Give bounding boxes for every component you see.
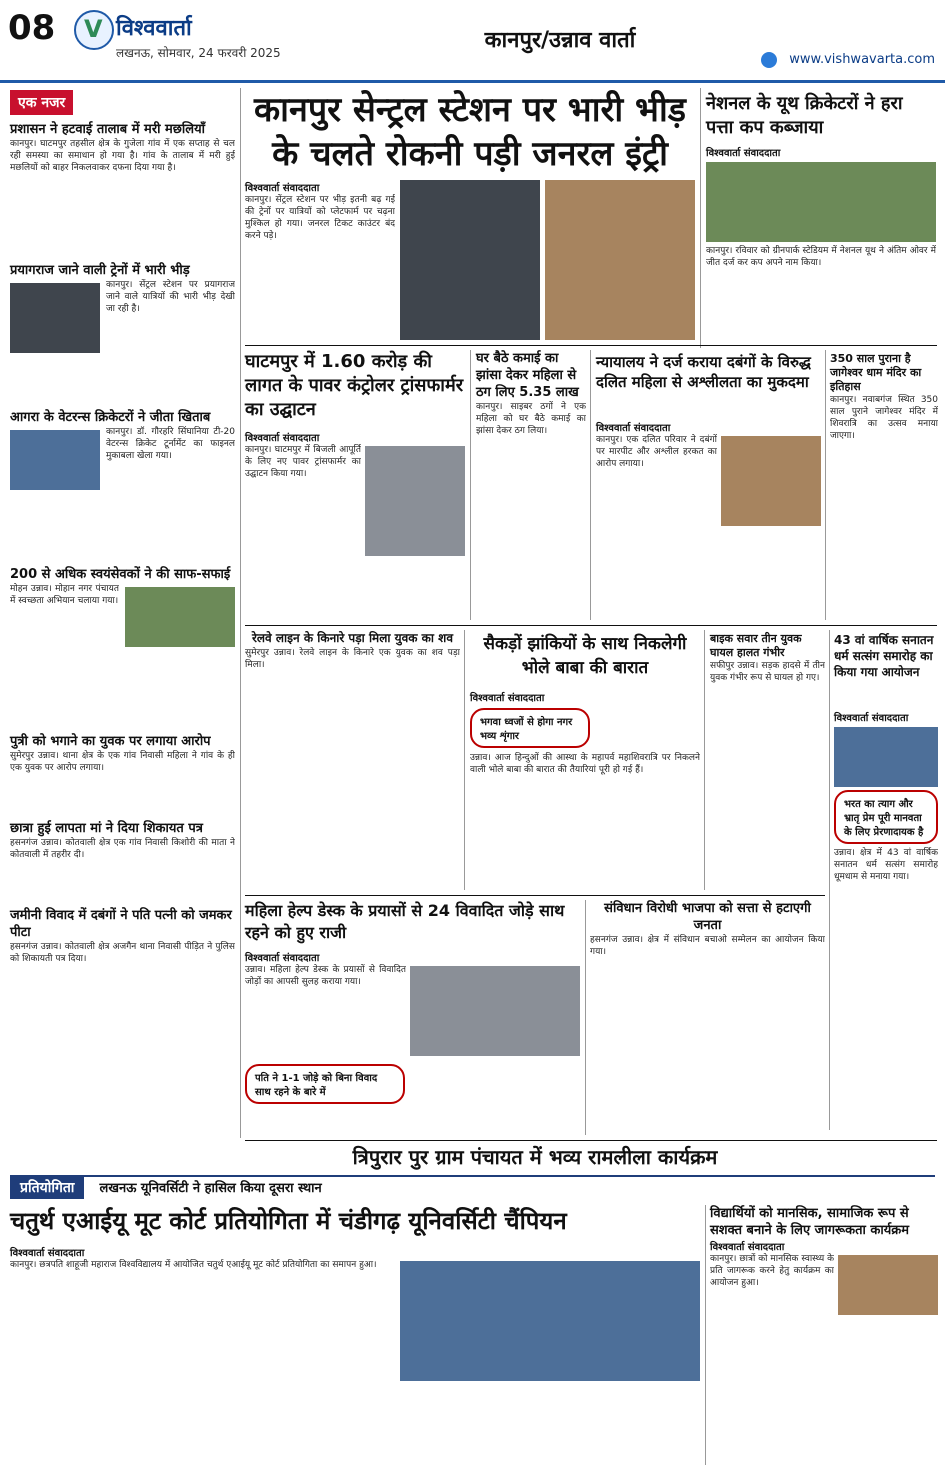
story-body: कानपुर। डॉ. गौरहरि सिंघानिया टी-20 वेटरन्स क्रिकेट टूर्नामेंट का फाइनल मुकाबला खेला गया। (106, 427, 235, 461)
column-divider (704, 630, 705, 890)
procession-caption: भगवा ध्वजों से होगा नगर भव्य शृंगार (470, 708, 590, 748)
column-divider (829, 630, 830, 1130)
story-headline: जमीनी विवाद में दबंगों ने पति पत्नी को जमकर पीटा (10, 908, 232, 940)
court-story (596, 420, 821, 620)
section-title: कानपुर/उन्नाव वार्ता (484, 28, 636, 53)
column-divider (464, 630, 465, 890)
procession-body: उन्नाव। आज हिन्दुओं की आस्था के महापर्व महाशिवरात्रि पर निकलने वाली भोले बाबा की बारात की तैयारियां पूरी हो गई हैं। (470, 753, 700, 775)
story-headline: 200 से अधिक स्वयंसेवकों ने की साफ-सफाई (10, 567, 231, 582)
constitution-body: हसनगंज उन्नाव। क्षेत्र में संविधान बचाओ सम्मेलन का आयोजन किया गया। (590, 935, 825, 957)
ramleela-headline: त्रिपुरार पुर ग्राम पंचायत में भव्य रामलीला कार्यक्रम (352, 1145, 718, 1169)
power-story (245, 430, 465, 620)
story-headline: छात्रा हुई लापता मां ने दिया शिकायत पत्र (10, 821, 203, 836)
bike-headline: बाइक सवार तीन युवक घायल हालत गंभीर (710, 632, 802, 659)
page-number: 08 (8, 8, 56, 48)
fraud-body: कानपुर। साइबर ठगों ने एक महिला को घर बैठे कमाई का झांसा देकर ठग लिया। (476, 402, 586, 436)
helpdesk-story (245, 950, 580, 1135)
story-headline: प्रयागराज जाने वाली ट्रेनों में भारी भीड़ (10, 263, 190, 278)
station-photo (400, 180, 540, 340)
satsang-photo (834, 727, 938, 787)
byline: विश्ववार्ता संवाददाता (245, 953, 320, 964)
bike-body: सफीपुर उन्नाव। सड़क हादसे में तीन युवक गंभीर रूप से घायल हो गए। (710, 661, 825, 683)
constitution-headline: संविधान विरोधी भाजपा को सत्ता से हटाएगी जनता (604, 901, 811, 933)
story-body: हसनगंज उन्नाव। कोतवाली क्षेत्र अजगैन थाना निवासी पीड़ित ने पुलिस को शिकायती पत्र दिया। (10, 942, 235, 964)
constitution-story (590, 900, 825, 1135)
temple-headline: 350 साल पुराना है जागेश्वर धाम मंदिर का इतिहास (830, 352, 922, 393)
fraud-story (476, 350, 586, 620)
bottom-body: कानपुर। छत्रपति शाहूजी महाराज विश्वविद्यालय में आयोजित चतुर्थ एआईयू मूट कोर्ट प्रतियोगिता का समापन हुआ। (10, 1260, 377, 1270)
bottom-band (10, 1175, 935, 1203)
procession-story (470, 690, 700, 890)
satsang-body: उन्नाव। क्षेत्र में 43 वां वार्षिक सनातन धर्म सत्संग समारोह धूमधाम से मनाया गया। (834, 848, 938, 882)
logo-icon (74, 10, 114, 50)
satsang-story (834, 710, 938, 1130)
moot-court-photo (400, 1261, 700, 1381)
left-column (10, 90, 235, 1140)
awareness-photo (838, 1255, 938, 1315)
cricket-headline: नेशनल के यूथ क्रिकेटरों ने हरा पत्ता कप कब्जाया (706, 93, 903, 138)
helpdesk-photo (410, 966, 580, 1056)
column-divider (585, 900, 586, 1135)
cricket-body: कानपुर। रविवार को ग्रीनपार्क स्टेडियम में नेशनल यूथ ने अंतिम ओवर में जीत दर्ज कर कप अपने नाम किया। (706, 246, 936, 268)
story-headline: प्रशासन ने हटवाई तालाब में मरी मछलियाँ (10, 122, 205, 137)
power-headline: घाटमपुर में 1.60 करोड़ की लागत के पावर कंट्रोलर ट्रांसफार्मर का उद्घाटन (245, 351, 464, 420)
temple-story (830, 352, 938, 622)
subhead: लखनऊ यूनिवर्सिटी ने हासिल किया दूसरा स्थान (99, 1181, 322, 1196)
bottom-story (10, 1245, 700, 1465)
section-rule (245, 625, 937, 626)
globe-icon (761, 52, 777, 68)
hands-photo (721, 436, 821, 526)
fraud-headline: घर बैठे कमाई का झांसा देकर महिला से ठग लिए 5.35 लाख (476, 351, 579, 400)
byline: विश्ववार्ता संवाददाता (245, 433, 320, 444)
bike-story (710, 632, 825, 890)
kicker-label: एक नजर (10, 90, 73, 115)
cricket-story (706, 145, 936, 340)
transformer-photo (365, 446, 465, 556)
column-divider (705, 1205, 706, 1465)
police-photo (545, 180, 695, 340)
railway-headline: रेलवे लाइन के किनारे पड़ा मिला युवक का शव (251, 631, 454, 645)
dateline: लखनऊ, सोमवार, 24 फरवरी 2025 (116, 46, 281, 60)
byline: विश्ववार्ता संवाददाता (710, 1242, 785, 1253)
crowd-photo (10, 283, 100, 353)
column-divider (700, 88, 701, 348)
story-body: हसनगंज उन्नाव। कोतवाली क्षेत्र एक गांव निवासी किशोरी की माता ने कोतवाली में तहरीर दी। (10, 838, 235, 860)
helpdesk-body: उन्नाव। महिला हेल्प डेस्क के प्रयासों से विवादित जोड़ों का आपसी सुलह कराया गया। (245, 965, 406, 987)
byline: विश्ववार्ता संवाददाता (596, 423, 671, 434)
story-headline: पुत्री को भगाने का युवक पर लगाया आरोप (10, 734, 211, 749)
section-rule (245, 895, 825, 896)
section-rule (245, 1140, 937, 1141)
byline: विश्ववार्ता संवाददाता (245, 183, 320, 194)
power-body: कानपुर। घाटमपुर में बिजली आपूर्ति के लिए नए पावर ट्रांसफार्मर का उद्घाटन किया गया। (245, 445, 361, 479)
story-body: कानपुर। घाटमपुर तहसील क्षेत्र के गुजेला गांव में एक सप्ताह से चल रही समस्या का समाधान हो गया है। गांव के तालाब में मरी हुई मछलियों को बाहर निकलवाकर दफना दिया गया है। (10, 139, 235, 173)
court-body: कानपुर। एक दलित परिवार ने दबंगों पर मारपीट और अश्लील हरकत का आरोप लगाया। (596, 435, 717, 469)
lead-headline: कानपुर सेन्ट्रल स्टेशन पर भारी भीड़ के चलते रोकनी पड़ी जनरल इंट्री (254, 90, 686, 174)
website-link[interactable]: www.vishwavarta.com (789, 52, 935, 67)
column-divider (825, 350, 826, 620)
satsang-caption: भरत का त्याग और भ्रातृ प्रेम पूरी मानवता के लिए प्रेरणादायक है (834, 790, 938, 844)
lead-body: कानपुर। सेंट्रल स्टेशन पर भीड़ इतनी बढ़ गई की ट्रेनों पर यात्रियों को प्लेटफार्म पर चढ़ना मुश्किल हो गया। जनरल टिकट काउंटर बंद करने पड़े। (245, 195, 395, 241)
column-divider (590, 350, 591, 620)
byline: विश्ववार्ता संवाददाता (470, 693, 545, 704)
story-body: सुमेरपुर उन्नाव। थाना क्षेत्र के एक गांव निवासी महिला ने गांव के ही एक युवक पर आरोप लगाया। (10, 751, 235, 773)
railway-body: सुमेरपुर उन्नाव। रेलवे लाइन के किनारे एक युवक का शव पड़ा मिला। (245, 648, 460, 670)
column-divider (470, 350, 471, 620)
awareness-story (710, 1205, 938, 1465)
cleanup-photo (125, 587, 235, 647)
section-rule (245, 345, 937, 346)
awareness-body: कानपुर। छात्रों को मानसिक स्वास्थ्य के प्रति जागरूक करने हेतु कार्यक्रम का आयोजन हुआ। (710, 1254, 834, 1288)
awareness-headline: विद्यार्थियों को मानसिक, सामाजिक रूप से सशक्त बनाने के लिए जागरूकता कार्यक्रम (710, 1206, 910, 1238)
byline: विश्ववार्ता संवाददाता (10, 1248, 85, 1259)
byline: विश्ववार्ता संवाददाता (706, 148, 781, 159)
court-headline: न्यायालय ने दर्ज कराया दबंगों के विरुद्ध दलित महिला से अश्लीलता का मुकदमा (596, 353, 811, 391)
story-body: मोहन उन्नाव। मोहान नगर पंचायत में स्वच्छता अभियान चलाया गया। (10, 584, 119, 606)
temple-body: कानपुर। नवाबगंज स्थित 350 साल पुराने जागेश्वर मंदिर में शिवरात्रि का उत्सव मनाया जाएगा। (830, 395, 938, 441)
lead-story (245, 180, 695, 340)
helpdesk-caption: पति ने 1-1 जोड़े को बिना विवाद साथ रहने के बारे में (245, 1064, 405, 1104)
column-divider (240, 88, 241, 1138)
cricket-photo (10, 430, 100, 490)
story-body: कानपुर। सेंट्रल स्टेशन पर प्रयागराज जाने वाले यात्रियों की भारी भीड़ देखी जा रही है। (106, 280, 235, 314)
section-tag: प्रतियोगिता (10, 1177, 84, 1199)
bottom-headline: चतुर्थ एआईयू मूट कोर्ट प्रतियोगिता में चंडीगढ़ यूनिवर्सिटी चैंपियन (10, 1207, 567, 1235)
railway-story (245, 630, 460, 890)
brand-name: विश्ववार्ता (116, 16, 192, 41)
byline: विश्ववार्ता संवाददाता (834, 713, 909, 724)
procession-headline: सैकड़ों झांकियों के साथ निकलेगी भोले बाबा की बारात (483, 634, 687, 678)
team-photo (706, 162, 936, 242)
helpdesk-headline: महिला हेल्प डेस्क के प्रयासों से 24 विवादित जोड़े साथ रहने को हुए राजी (245, 901, 565, 942)
story-headline: आगरा के वेटरन्स क्रिकेटरों ने जीता खिताब (10, 410, 211, 425)
satsang-headline: 43 वां वार्षिक सनातन धर्म सत्संग समारोह का किया गया आयोजन (834, 633, 934, 679)
